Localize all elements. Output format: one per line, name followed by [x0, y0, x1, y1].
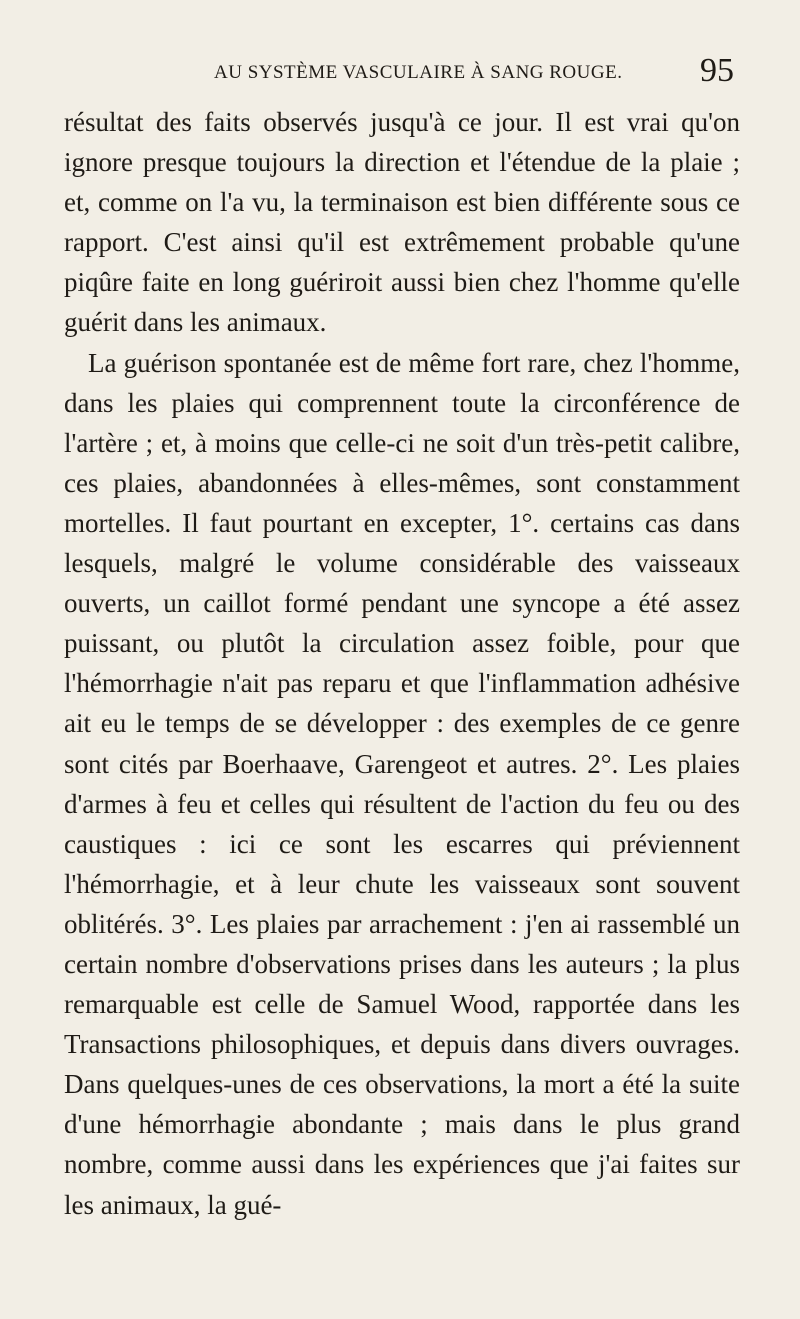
paragraph-1: résultat des faits observés jusqu'à ce jour. Il est vrai qu'on ignore presque toujours la direction et l'étendue de la plaie ; et, comme on l'a vu, la terminaison est bien différente sous ce rapport. C'est ainsi qu'il est extrêmement probable qu'une piqûre faite en long guériroit aussi bien chez l'homme qu'elle guérit dans les animaux.	[64, 107, 740, 338]
page-number: 95	[700, 52, 734, 89]
body-text	[64, 102, 740, 1225]
running-head: AU SYSTÈME VASCULAIRE À SANG ROUGE.	[214, 62, 623, 83]
paragraph-2: La guérison spontanée est de même fort rare, chez l'homme, dans les plaies qui comprennent toute la circonférence de l'artère ; et, à moins que celle-ci ne soit d'un très-petit calibre, ces plaies, abandonnées à elles-mêmes, sont constamment mortelles. Il faut pourtant en excepter, 1°. certains cas dans lesquels, malgré le volume considérable des vaisseaux ouverts, un caillot formé pendant une syncope a été assez puissant, ou plutôt la circulation assez foible, pour que l'hémorrhagie n'ait pas reparu et que l'inflammation adhésive ait eu le temps de se développer : des exemples de ce genre sont cités par Boerhaave, Garengeot et autres. 2°. Les plaies d'armes à feu et celles qui résultent de l'action du feu ou des caustiques : ici ce sont les escarres qui préviennent l'hémorrhagie, et à leur chute les vaisseaux sont souvent oblitérés. 3°. Les plaies par arrachement : j'en ai rassemblé un certain nombre d'observations prises dans les auteurs ; la plus remarquable est celle de Samuel Wood, rapportée dans les Transactions philosophiques, et depuis dans divers ouvrages. Dans quelques-unes de ces observations, la mort a été la suite d'une hémorrhagie abondante ; mais dans le plus grand nombre, comme aussi dans les expériences que j'ai faites sur les animaux, la gué-	[64, 347, 740, 1220]
page-header	[64, 52, 740, 96]
